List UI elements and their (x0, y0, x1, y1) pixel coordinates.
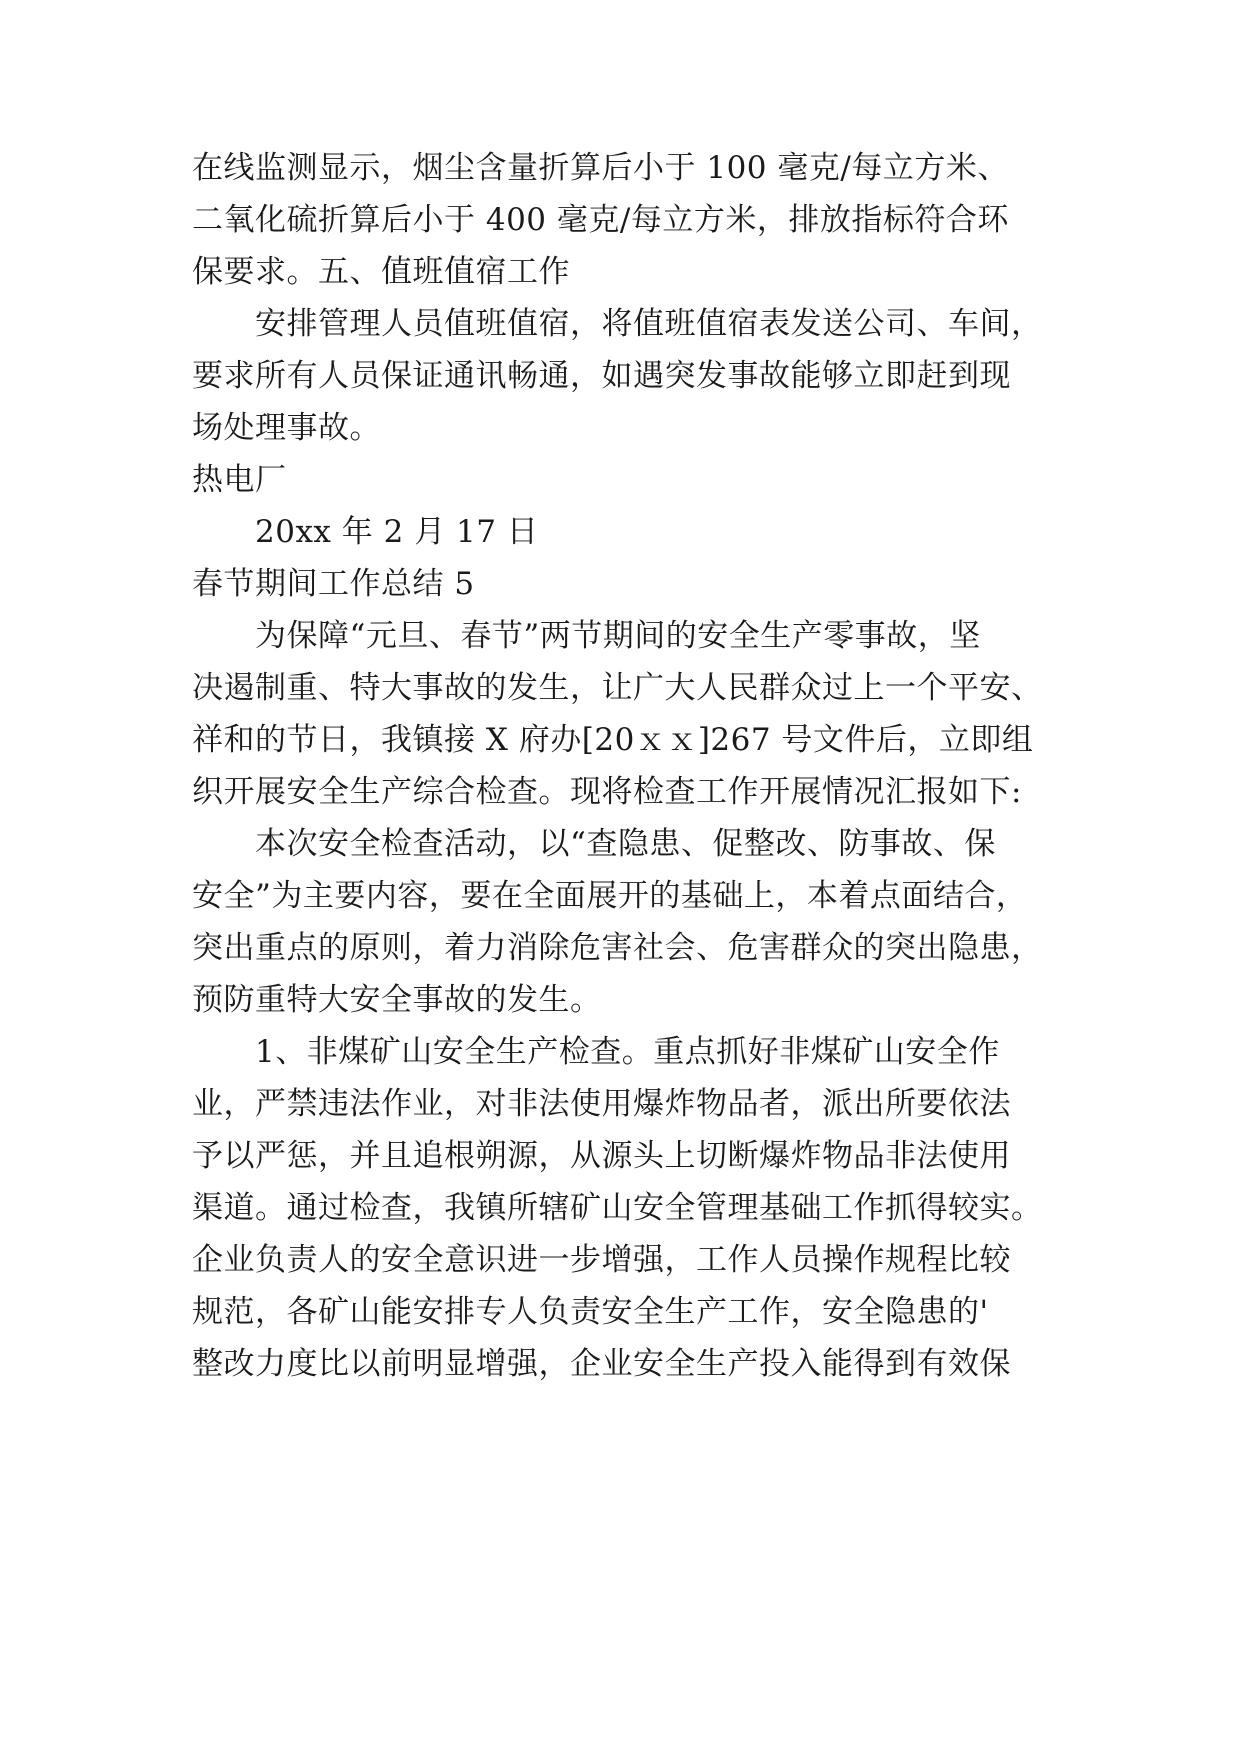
text-line: 场处理事故。 (192, 410, 381, 446)
text-line: 安全”为主要内容，要在全面展开的基础上，本着点面结合， (192, 878, 1028, 914)
text-line: 热电厂 (192, 462, 287, 498)
text-line: 预防重特大安全事故的发生。 (192, 982, 602, 1018)
text-line: 祥和的节日，我镇接 X 府办[20ｘｘ]267 号文件后，立即组 (192, 722, 1034, 758)
text-line: 整改力度比以前明显增强，企业安全生产投入能得到有效保 (192, 1346, 1011, 1382)
section-title: 春节期间工作总结 5 (192, 566, 475, 602)
text-line: 在线监测显示，烟尘含量折算后小于 100 毫克/每立方米、 (192, 150, 1009, 186)
text-line: 二氧化硫折算后小于 400 毫克/每立方米，排放指标符合环 (192, 202, 1009, 238)
text-line: 渠道。通过检查，我镇所辖矿山安全管理基础工作抓得较实。 (192, 1190, 1043, 1226)
text-line: 1、非煤矿山安全生产检查。重点抓好非煤矿山安全作 (255, 1034, 1000, 1070)
text-line: 保要求。五、值班值宿工作 (192, 254, 570, 290)
text-line: 为保障“元旦、春节”两节期间的安全生产零事故，坚 (255, 618, 981, 654)
text-line: 业，严禁违法作业，对非法使用爆炸物品者，派出所要依法 (192, 1086, 1011, 1122)
text-line: 织开展安全生产综合检查。现将检查工作开展情况汇报如下: (192, 774, 1022, 810)
text-line: 突出重点的原则，着力消除危害社会、危害群众的突出隐患， (192, 930, 1043, 966)
text-line: 企业负责人的安全意识进一步增强，工作人员操作规程比较 (192, 1242, 1011, 1278)
text-line: 安排管理人员值班值宿，将值班值宿表发送公司、车间， (255, 306, 1043, 342)
text-line: 本次安全检查活动，以“查隐患、促整改、防事故、保 (255, 826, 996, 862)
text-line: 规范，各矿山能安排专人负责安全生产工作，安全隐患的' (192, 1294, 989, 1330)
text-line: 决遏制重、特大事故的发生，让广大人民群众过上一个平安、 (192, 670, 1043, 706)
text-line: 要求所有人员保证通讯畅通，如遇突发事故能够立即赶到现 (192, 358, 1011, 394)
text-line: 予以严惩，并且追根朔源，从源头上切断爆炸物品非法使用 (192, 1138, 1011, 1174)
text-line: 20xx 年 2 月 17 日 (255, 514, 539, 550)
